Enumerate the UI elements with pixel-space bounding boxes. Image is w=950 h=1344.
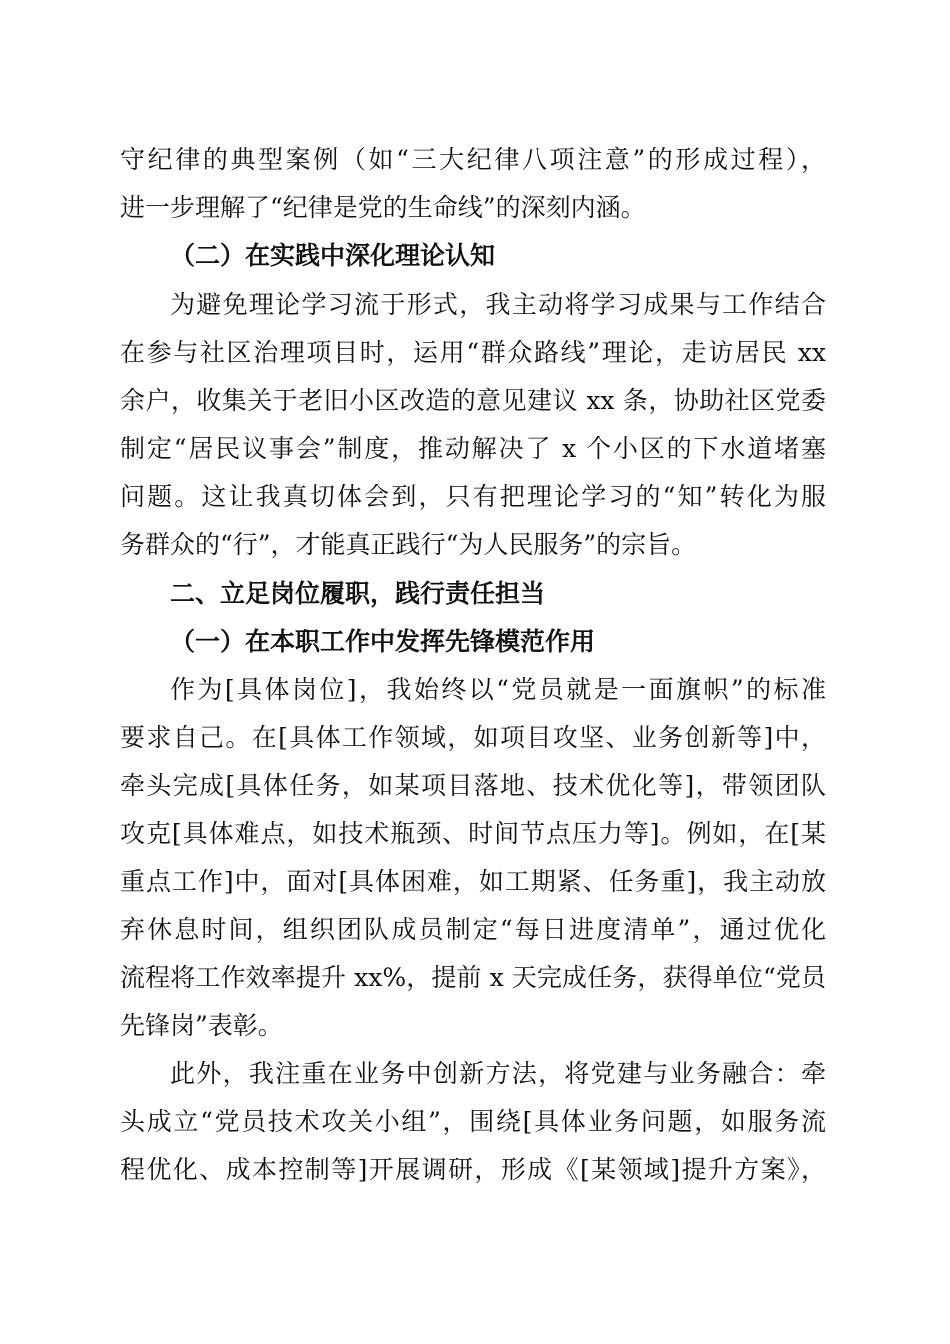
text-line: 流程将工作效率提升 xx%，提前 x 天完成任务，获得单位“党员	[120, 963, 826, 992]
text-line: 头成立“党员技术攻关小组”，围绕[具体业务问题，如服务流	[120, 1107, 826, 1136]
text-line: 进一步理解了“纪律是党的生命线”的深刻内涵。	[120, 193, 646, 222]
text-line: 重点工作]中，面对[具体困难，如工期紧、任务重]，我主动放	[120, 867, 826, 896]
subheading: （二）在实践中深化理论认知	[170, 241, 496, 270]
text-line: 攻克[具体难点，如技术瓶颈、时间节点压力等]。例如，在[某	[120, 819, 826, 848]
section-heading: 二、立足岗位履职，践行责任担当	[170, 579, 546, 608]
text-line: 为避免理论学习流于形式，我主动将学习成果与工作结合	[170, 290, 826, 319]
text-line: 作为[具体岗位]，我始终以“党员就是一面旗帜”的标准	[170, 675, 826, 704]
text-line: 牵头完成[具体任务，如某项目落地、技术优化等]，带领团队	[120, 771, 826, 800]
text-line: 要求自己。在[具体工作领域，如项目攻坚、业务创新等]中，	[120, 723, 826, 752]
text-line: 程优化、成本控制等]开展调研，形成《[某领域]提升方案》，	[120, 1155, 826, 1184]
text-line: 问题。这让我真切体会到，只有把理论学习的“知”转化为服	[120, 482, 826, 511]
text-line: 在参与社区治理项目时，运用“群众路线”理论，走访居民 xx	[120, 338, 826, 367]
text-line: 此外，我注重在业务中创新方法，将党建与业务融合：牵	[170, 1059, 826, 1088]
text-line: 制定“居民议事会”制度，推动解决了 x 个小区的下水道堵塞	[120, 434, 826, 463]
text-line: 弃休息时间，组织团队成员制定“每日进度清单”，通过优化	[120, 915, 826, 944]
text-line: 务群众的“行”，才能真正践行“为人民服务”的宗旨。	[120, 530, 697, 559]
text-line: 先锋岗”表彰。	[120, 1011, 283, 1040]
subheading: （一）在本职工作中发挥先锋模范作用	[170, 627, 596, 656]
text-line: 守纪律的典型案例（如“三大纪律八项注意”的形成过程），	[120, 145, 826, 174]
text-line: 余户，收集关于老旧小区改造的意见建议 xx 条，协助社区党委	[120, 386, 826, 415]
